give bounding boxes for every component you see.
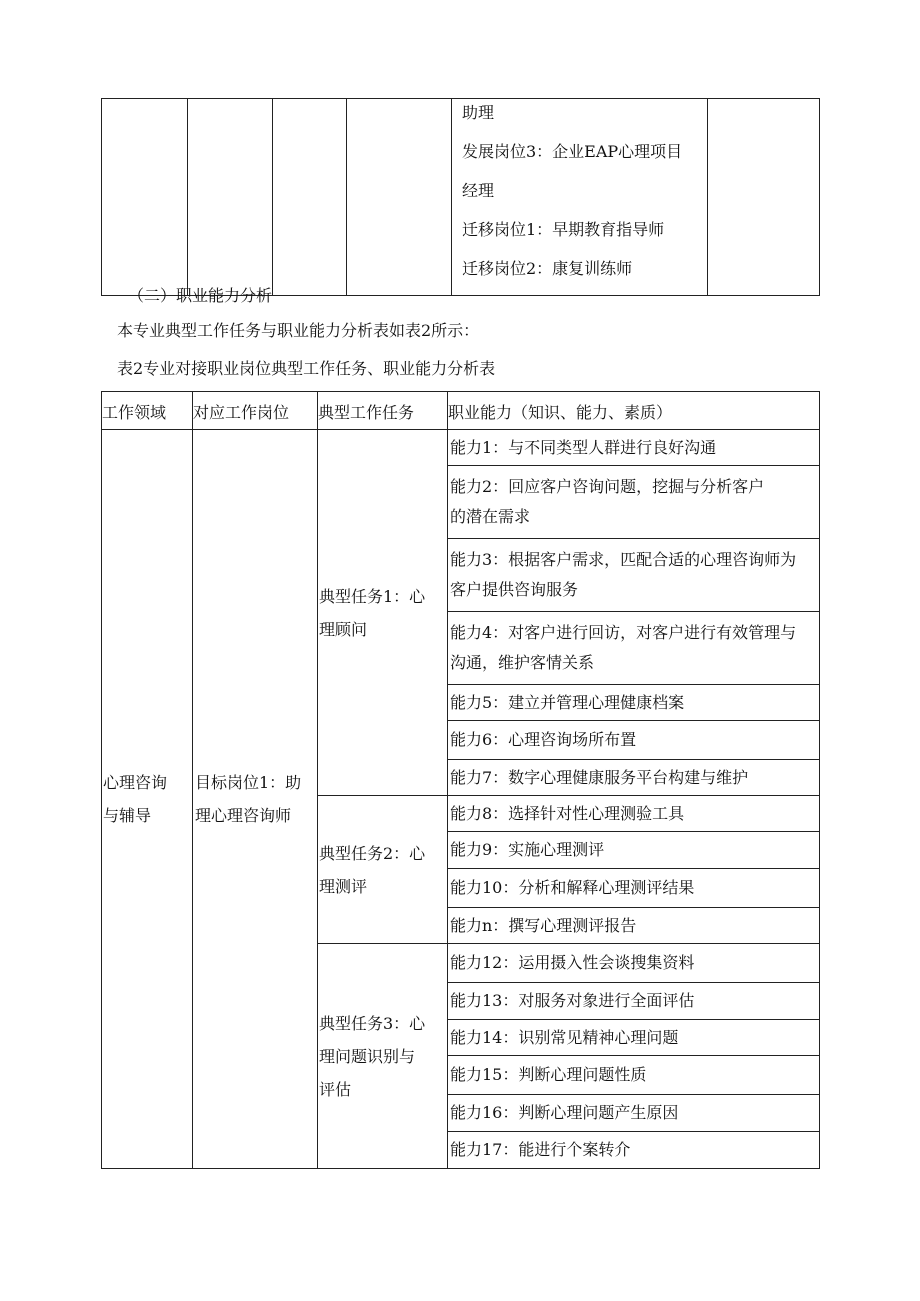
ability-cell: 能力8：选择针对性心理测验工具 bbox=[448, 796, 820, 832]
career-path-line: 迁移岗位2：康复训练师 bbox=[462, 259, 633, 278]
work-domain-cell: 心理咨询 与辅导 bbox=[102, 430, 193, 1169]
table-header-row bbox=[102, 392, 820, 430]
empty-cell bbox=[273, 99, 347, 296]
career-path-line: 助理 bbox=[462, 103, 495, 122]
empty-cell bbox=[708, 99, 820, 296]
table-caption: 表2专业对接职业岗位典型工作任务、职业能力分析表 bbox=[117, 359, 496, 378]
continuation-table bbox=[101, 98, 820, 296]
ability-cell: 能力14：识别常见精神心理问题 bbox=[448, 1020, 820, 1056]
header-cell: 工作领域 bbox=[102, 392, 193, 430]
ability-cell: 能力5：建立并管理心理健康档案 bbox=[448, 685, 820, 721]
empty-cell bbox=[102, 99, 188, 296]
typical-task-cell: 典型任务3：心 理问题识别与 评估 bbox=[318, 944, 448, 1169]
ability-cell: 能力2：回应客户咨询问题，挖掘与分析客户 的潜在需求 bbox=[448, 466, 820, 539]
typical-task-cell: 典型任务1：心 理顾问 bbox=[318, 430, 448, 796]
ability-cell: 能力10：分析和解释心理测评结果 bbox=[448, 869, 820, 908]
header-cell: 典型工作任务 bbox=[318, 392, 448, 430]
empty-cell bbox=[347, 99, 452, 296]
career-path-line: 迁移岗位1：早期教育指导师 bbox=[462, 220, 665, 239]
table-row bbox=[102, 430, 820, 466]
ability-cell: 能力16：判断心理问题产生原因 bbox=[448, 1095, 820, 1132]
career-path-line: 经理 bbox=[462, 181, 495, 200]
ability-cell: 能力7：数字心理健康服务平台构建与维护 bbox=[448, 760, 820, 796]
typical-task-cell: 典型任务2：心 理测评 bbox=[318, 796, 448, 944]
ability-cell: 能力4：对客户进行回访，对客户进行有效管理与 沟通，维护客情关系 bbox=[448, 612, 820, 685]
ability-cell: 能力13：对服务对象进行全面评估 bbox=[448, 983, 820, 1020]
ability-analysis-table bbox=[101, 391, 820, 1169]
career-path-cell bbox=[452, 99, 708, 296]
header-cell: 职业能力（知识、能力、素质） bbox=[448, 392, 820, 430]
ability-cell: 能力n：撰写心理测评报告 bbox=[448, 908, 820, 944]
career-path-line: 发展岗位3：企业EAP心理项目 bbox=[462, 142, 683, 161]
ability-cell: 能力12：运用摄入性会谈搜集资料 bbox=[448, 944, 820, 983]
ability-cell: 能力9：实施心理测评 bbox=[448, 832, 820, 869]
header-cell: 对应工作岗位 bbox=[193, 392, 318, 430]
work-post-cell: 目标岗位1：助 理心理咨询师 bbox=[193, 430, 318, 1169]
intro-paragraph: 本专业典型工作任务与职业能力分析表如表2所示： bbox=[117, 321, 480, 340]
empty-cell bbox=[188, 99, 273, 296]
ability-cell: 能力15：判断心理问题性质 bbox=[448, 1056, 820, 1095]
ability-cell: 能力6：心理咨询场所布置 bbox=[448, 721, 820, 760]
ability-cell: 能力17：能进行个案转介 bbox=[448, 1132, 820, 1169]
ability-cell: 能力3：根据客户需求，匹配合适的心理咨询师为 客户提供咨询服务 bbox=[448, 539, 820, 612]
section-heading: （二）职业能力分析 bbox=[128, 286, 273, 305]
ability-cell: 能力1：与不同类型人群进行良好沟通 bbox=[448, 430, 820, 466]
